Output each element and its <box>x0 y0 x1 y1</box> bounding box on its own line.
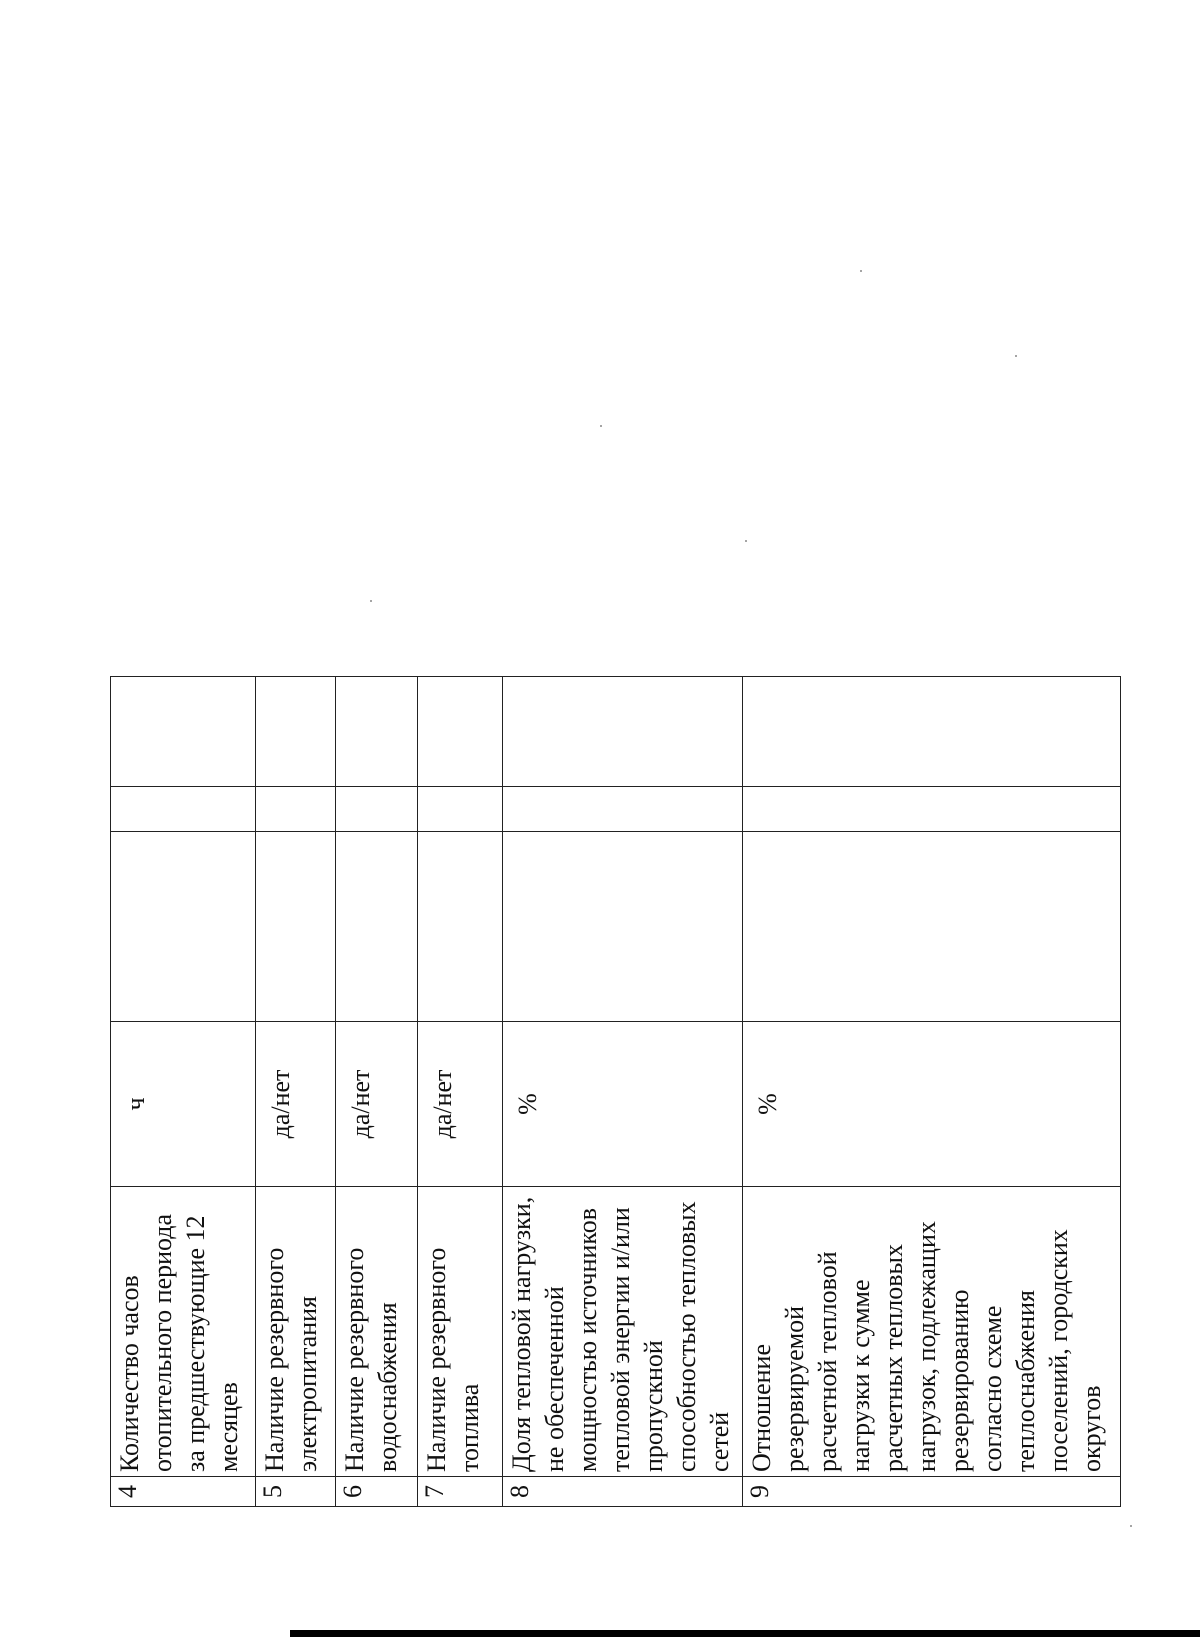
value-cell <box>743 787 1121 832</box>
scan-edge-bar <box>290 1630 1200 1637</box>
scan-speck <box>860 270 862 272</box>
value-cell <box>503 832 743 1022</box>
value-cell <box>256 677 336 787</box>
unit-cell: % <box>503 1022 743 1187</box>
unit-cell: да/нет <box>256 1022 336 1187</box>
indicator-name: Наличие резервного электропитания <box>256 1187 336 1477</box>
indicator-name: Наличие резервного топлива <box>418 1187 503 1477</box>
scan-speck <box>600 425 602 427</box>
value-cell <box>336 832 418 1022</box>
table-row <box>256 677 336 1507</box>
unit-cell: % <box>743 1022 1121 1187</box>
value-cell <box>743 832 1121 1022</box>
scan-speck <box>1130 1525 1132 1527</box>
row-number: 7 <box>418 1477 503 1507</box>
value-cell <box>336 677 418 787</box>
indicator-table <box>110 676 1121 1507</box>
value-cell <box>111 677 256 787</box>
rotated-page <box>110 677 1120 1507</box>
value-cell <box>256 832 336 1022</box>
table-row <box>503 677 743 1507</box>
row-number: 5 <box>256 1477 336 1507</box>
indicator-name: Количество часов отопительного периода за предшествующие 12 месяцев <box>111 1187 256 1477</box>
scan-speck <box>745 540 747 542</box>
scan-speck <box>370 600 372 602</box>
indicator-name: Отношение резервируемой расчетной тепловой нагрузки к сумме расчетных тепловых нагрузок, подлежащих резервированию согласно схеме теплоснабжения поселений, городских округов <box>743 1187 1121 1477</box>
value-cell <box>418 832 503 1022</box>
value-cell <box>743 677 1121 787</box>
value-cell <box>111 787 256 832</box>
scan-speck <box>1015 355 1017 357</box>
table-row <box>743 677 1121 1507</box>
indicator-name: Доля тепловой нагрузки, не обеспеченной мощностью источников тепловой энергии и/или пропускной способностью тепловых сетей <box>503 1187 743 1477</box>
table-row <box>111 677 256 1507</box>
row-number: 8 <box>503 1477 743 1507</box>
value-cell <box>418 787 503 832</box>
unit-cell: ч <box>111 1022 256 1187</box>
table-row <box>336 677 418 1507</box>
value-cell <box>111 832 256 1022</box>
row-number: 6 <box>336 1477 418 1507</box>
value-cell <box>503 677 743 787</box>
value-cell <box>336 787 418 832</box>
value-cell <box>503 787 743 832</box>
table-row <box>418 677 503 1507</box>
value-cell <box>418 677 503 787</box>
unit-cell: да/нет <box>336 1022 418 1187</box>
indicator-name: Наличие резервного водоснабжения <box>336 1187 418 1477</box>
row-number: 9 <box>743 1477 1121 1507</box>
value-cell <box>256 787 336 832</box>
unit-cell: да/нет <box>418 1022 503 1187</box>
row-number: 4 <box>111 1477 256 1507</box>
